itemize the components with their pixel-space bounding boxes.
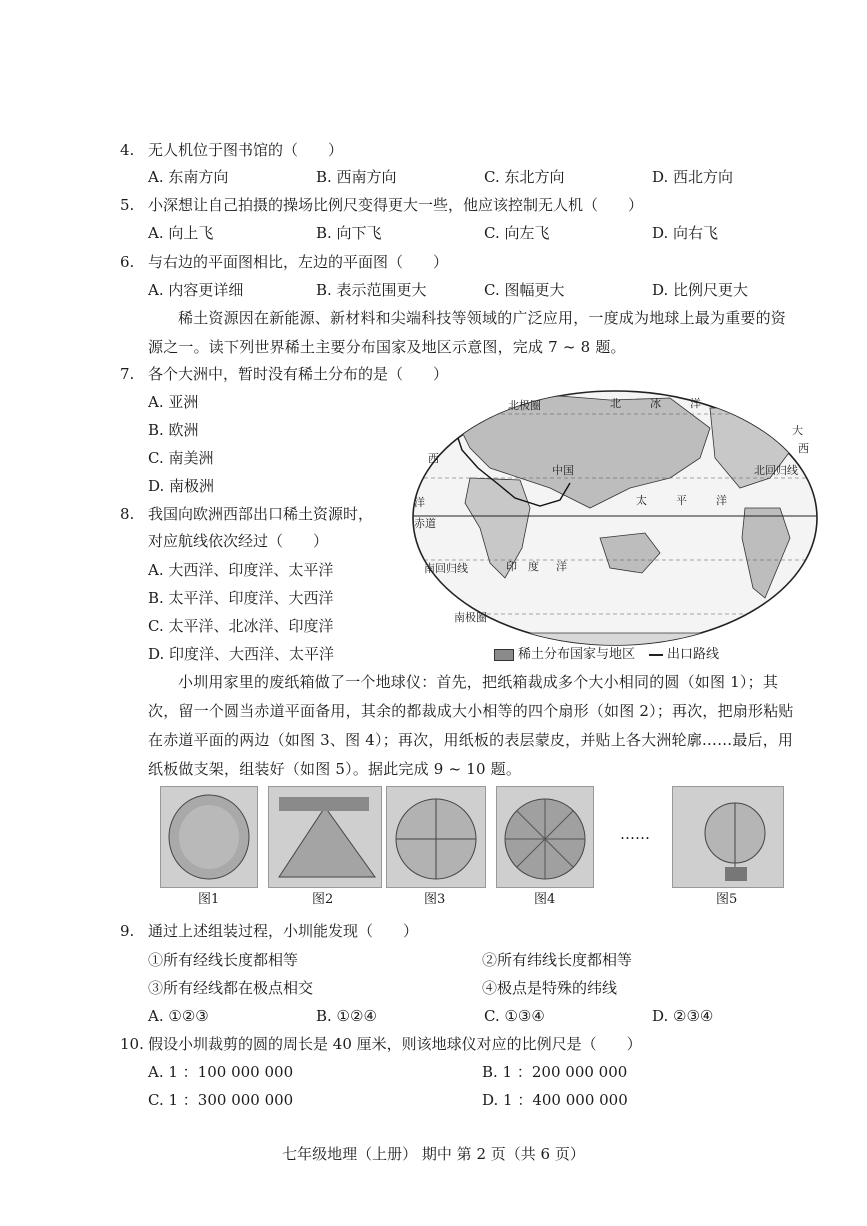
label-da-right: 大: [792, 424, 803, 437]
q8-option-b: B. 太平洋、印度洋、大西洋: [148, 589, 334, 607]
q5-option-a: A. 向上飞: [148, 224, 214, 242]
q10-option-a: A. 1 ：100 000 000: [148, 1063, 294, 1081]
label-tropic-south: 南回归线: [424, 562, 468, 575]
legend-route-label: 出口路线: [667, 647, 720, 662]
label-xi-right: 西: [798, 442, 809, 455]
q8-option-c: C. 太平洋、北冰洋、印度洋: [148, 617, 334, 635]
q4-option-a: A. 东南方向: [148, 168, 229, 186]
label-tropic-north: 北回归线: [754, 464, 798, 477]
figure-4-photo: [496, 786, 594, 888]
q7-number: 7.: [120, 365, 135, 383]
world-rare-earth-map: [410, 388, 820, 648]
q6-option-a: A. 内容更详细: [148, 281, 244, 299]
q8-option-a: A. 大西洋、印度洋、太平洋: [148, 561, 334, 579]
label-arctic-ocean-1: 北: [610, 397, 621, 410]
q9-statement-2: ②所有纬线长度都相等: [482, 951, 633, 969]
q4-number: 4.: [120, 141, 135, 159]
map-legend: [494, 646, 719, 664]
legend-swatch-route: [649, 654, 663, 656]
intro-globe-project: 小圳用家里的废纸箱做了一个地球仪：首先，把纸箱裁成多个大小相同的圆（如图 1）；其次，留一个圆当赤道平面备用，其余的都裁成大小相等的四个扇形（如图 2）；再次，把扇形粘贴在赤道平面的两边（如图 3、图 4）；再次，用纸板的表层蒙皮，并贴上各大洲轮廓……最后，用纸板做支架，组装好（如图 5）。据此完成 9 ~ 10 题。: [148, 673, 794, 778]
q7-option-b: B. 欧洲: [148, 421, 199, 439]
label-indian-2: 度: [528, 560, 539, 573]
map-svg: [410, 388, 820, 648]
label-indian-1: 印: [506, 560, 517, 573]
q10-option-d: D. 1 ：400 000 000: [482, 1091, 628, 1109]
label-arctic-circle: 北极圈: [508, 399, 541, 412]
figure-3-photo: [386, 786, 486, 888]
figure-2-caption: 图2: [312, 892, 334, 907]
q6-option-b: B. 表示范围更大: [316, 281, 427, 299]
q7-option-a: A. 亚洲: [148, 393, 199, 411]
legend-region-label: 稀土分布国家与地区: [518, 647, 636, 662]
q9-option-d: D. ②③④: [652, 1007, 714, 1025]
q6-option-d: D. 比例尺更大: [652, 281, 749, 299]
figure-2-photo: [268, 786, 382, 888]
q5-number: 5.: [120, 196, 135, 214]
label-yang-left: 洋: [414, 496, 425, 509]
label-xi-left: 西: [428, 452, 439, 465]
q9-statement-4: ④极点是特殊的纬线: [482, 979, 618, 997]
q6-number: 6.: [120, 253, 135, 271]
q6-option-c: C. 图幅更大: [484, 281, 565, 299]
q7-option-c: C. 南美洲: [148, 449, 214, 467]
intro-rare-earth: 稀土资源因在新能源、新材料和尖端科技等领域的广泛应用，一度成为地球上最为重要的资源之一。读下列世界稀土主要分布国家及地区示意图，完成 7 ~ 8 题。: [148, 309, 787, 356]
label-china: 中国: [552, 464, 574, 477]
q4-option-b: B. 西南方向: [316, 168, 397, 186]
label-pacific-1: 太: [636, 494, 647, 507]
q5-stem: 小深想让自己拍摄的操场比例尺变得更大一些，他应该控制无人机（ ）: [148, 196, 644, 214]
figure-1-caption: 图1: [198, 892, 220, 907]
q8-stem-line1: 我国向欧洲西部出口稀土资源时，: [148, 505, 374, 523]
q4-option-c: C. 东北方向: [484, 168, 565, 186]
q4-stem: 无人机位于图书馆的（ ）: [148, 141, 344, 159]
figure-3-caption: 图3: [424, 892, 446, 907]
q9-stem: 通过上述组装过程，小圳能发现（ ）: [148, 922, 419, 940]
q4-option-d: D. 西北方向: [652, 168, 734, 186]
figure-4-caption: 图4: [534, 892, 556, 907]
q10-stem: 假设小圳裁剪的圆的周长是 40 厘米，则该地球仪对应的比例尺是（ ）: [148, 1035, 642, 1053]
figure-5-photo: [672, 786, 784, 888]
figure-5-caption: 图5: [716, 892, 738, 907]
q5-option-b: B. 向下飞: [316, 224, 382, 242]
label-indian-3: 洋: [556, 560, 567, 573]
q8-option-d: D. 印度洋、大西洋、太平洋: [148, 645, 335, 663]
figure-ellipsis: ……: [620, 825, 650, 843]
q10-option-c: C. 1 ：300 000 000: [148, 1091, 294, 1109]
label-equator: 赤道: [414, 517, 436, 530]
q8-stem-line2: 对应航线依次经过（ ）: [148, 532, 329, 550]
q9-number: 9.: [120, 922, 135, 940]
q9-option-b: B. ①②④: [316, 1007, 377, 1025]
q9-statement-1: ①所有经线长度都相等: [148, 951, 299, 969]
q10-option-b: B. 1 ：200 000 000: [482, 1063, 628, 1081]
q6-stem: 与右边的平面图相比，左边的平面图（ ）: [148, 253, 449, 271]
q9-option-c: C. ①③④: [484, 1007, 545, 1025]
q7-option-d: D. 南极洲: [148, 477, 215, 495]
label-pacific-3: 洋: [716, 494, 727, 507]
q7-stem: 各个大洲中，暂时没有稀土分布的是（ ）: [148, 365, 449, 383]
label-arctic-ocean-3: 洋: [690, 397, 701, 410]
label-arctic-ocean-2: 冰: [650, 397, 661, 410]
label-antarctic-circle: 南极圈: [454, 611, 487, 624]
legend-swatch-region: [494, 649, 514, 661]
q5-option-c: C. 向左飞: [484, 224, 550, 242]
q10-number: 10.: [120, 1035, 144, 1053]
q9-statement-3: ③所有经线都在极点相交: [148, 979, 314, 997]
q8-number: 8.: [120, 505, 135, 523]
page-footer: 七年级地理（上册） 期中 第 2 页（共 6 页）: [282, 1145, 585, 1163]
q5-option-d: D. 向右飞: [652, 224, 719, 242]
figure-1-photo: [160, 786, 258, 888]
label-pacific-2: 平: [676, 494, 687, 507]
q9-option-a: A. ①②③: [148, 1007, 209, 1025]
